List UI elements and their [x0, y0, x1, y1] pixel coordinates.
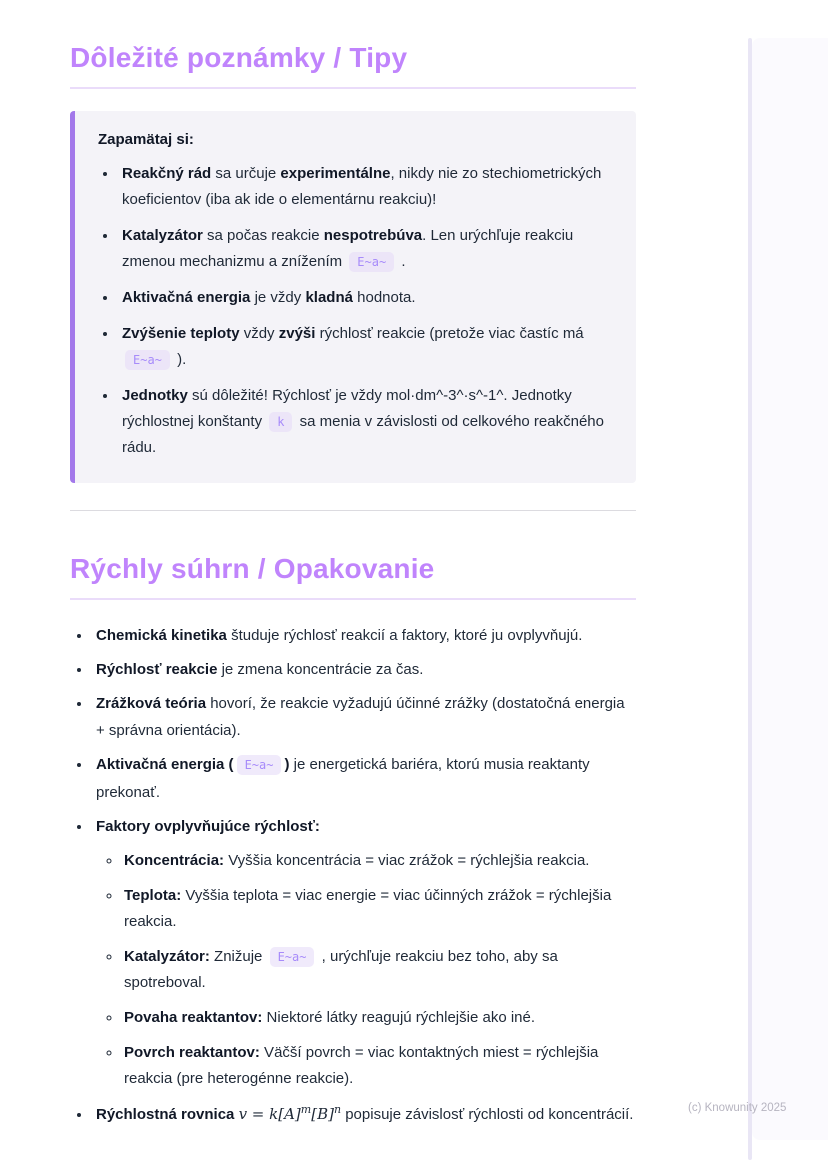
watermark: (c) Knowunity 2025 — [688, 1102, 787, 1114]
section-notes — [70, 42, 636, 483]
page-edge-line — [748, 38, 752, 1160]
list-item-label — [96, 818, 320, 835]
list-item: • Katalyzátor sa počas reakcie nespotrebúva. Len urýchľuje reakciu zmenou mechanizmu a znížením E~a~ . — [118, 223, 610, 275]
bold-text: ) — [284, 756, 290, 773]
bold-text: Zvýšenie teploty — [122, 325, 240, 342]
sub-list-item: ◦ Katalyzátor: Znižuje E~a~ , urýchľuje reakciu bez toho, aby sa spotreboval. — [122, 944, 636, 996]
bold-text: Koncentrácia: — [124, 852, 225, 869]
math-formula: v = k[A] — [238, 1105, 301, 1123]
inline-code-chip: k — [269, 412, 292, 432]
list-item: • Aktivačná energia je vždy kladná hodnota. — [118, 285, 610, 311]
math-superscript: n — [333, 1103, 342, 1116]
list-item: • Rýchlostná rovnica $v = k[A]^m[B]^n$ popisuje závislosť rýchlosti od koncentrácií. — [92, 1101, 636, 1128]
bold-text: experimentálne — [280, 165, 391, 182]
list-item: • Rýchlosť reakcie je zmena koncentrácie za čas. — [92, 656, 636, 683]
bold-text: zvýši — [278, 325, 316, 342]
math-formula: [B] — [311, 1105, 334, 1123]
sub-list-item: ◦ Povaha reaktantov: Niektoré látky reagujú rýchlejšie ako iné. — [122, 1005, 636, 1031]
callout-heading: Zapamätaj si: — [98, 131, 194, 148]
list-item: • Jednotky sú dôležité! Rýchlosť je vždy mol·dm^-3^·s^-1^. Jednotky rýchlostnej konštanty k sa menia v závislosti od celkového reakčného rádu. — [118, 383, 610, 461]
bold-text: Aktivačná energia ( — [96, 756, 234, 773]
bold-text: Reakčný rád — [122, 165, 212, 182]
list-item: • Zvýšenie teploty vždy zvýši rýchlosť reakcie (pretože viac častíc má E~a~ ). — [118, 321, 610, 373]
bold-text: Chemická kinetika — [96, 627, 227, 644]
bold-text: Povaha reaktantov: — [124, 1009, 263, 1026]
callout-tips — [70, 111, 636, 483]
document-content — [70, 0, 636, 1128]
bold-text: Aktivačná energia — [122, 289, 251, 306]
math-superscript: m — [300, 1103, 312, 1116]
bold-text: nespotrebúva — [323, 227, 423, 244]
inline-code-chip: E~a~ — [349, 252, 394, 272]
bold-text: Rýchlostná rovnica — [96, 1106, 235, 1123]
sub-list-item: ◦ Povrch reaktantov: Väčší povrch = viac kontaktných miest = rýchlejšia reakcia (pre heterogénne reakcie). — [122, 1040, 636, 1092]
list-item: • Zrážková teória hovorí, že reakcie vyžadujú účinné zrážky (dostatočná energia + správna orientácia). — [92, 690, 636, 744]
bold-text: Zrážková teória — [96, 695, 207, 712]
inline-code-chip: E~a~ — [125, 350, 170, 370]
callout-list — [98, 161, 610, 461]
inline-code-chip: E~a~ — [237, 755, 282, 775]
bold-text: Teplota: — [124, 887, 182, 904]
list-item: • Reakčný rád sa určuje experimentálne, nikdy nie zo stechiometrických koeficientov (iba ak ide o elementárnu reakciu)! — [118, 161, 610, 213]
bold-text: Katalyzátor: — [124, 948, 210, 965]
section-summary — [70, 553, 636, 1128]
list-item — [92, 813, 636, 1092]
factors-sub-list — [96, 848, 636, 1092]
summary-list — [70, 622, 636, 1128]
section-title-notes: Dôležité poznámky / Tipy — [70, 42, 636, 89]
section-divider — [70, 510, 636, 511]
list-item: • Chemická kinetika študuje rýchlosť reakcií a faktory, ktoré ju ovplyvňujú. — [92, 622, 636, 649]
bold-text: Jednotky — [122, 387, 188, 404]
inline-code-chip: E~a~ — [270, 947, 315, 967]
next-page-edge — [752, 38, 828, 1140]
bold-text: Faktory ovplyvňujúce rýchlosť: — [96, 818, 320, 835]
bold-text: Rýchlosť reakcie — [96, 661, 218, 678]
section-title-summary: Rýchly súhrn / Opakovanie — [70, 553, 636, 600]
sub-list-item: ◦ Teplota: Vyššia teplota = viac energie = viac účinných zrážok = rýchlejšia reakcia. — [122, 883, 636, 935]
sub-list-item: ◦ Koncentrácia: Vyššia koncentrácia = viac zrážok = rýchlejšia reakcia. — [122, 848, 636, 874]
bold-text: Povrch reaktantov: — [124, 1044, 260, 1061]
list-item: • Aktivačná energia ( E~a~ ) je energetická bariéra, ktorú musia reaktanty prekonať. — [92, 751, 636, 806]
bold-text: kladná — [305, 289, 353, 306]
bold-text: Katalyzátor — [122, 227, 203, 244]
